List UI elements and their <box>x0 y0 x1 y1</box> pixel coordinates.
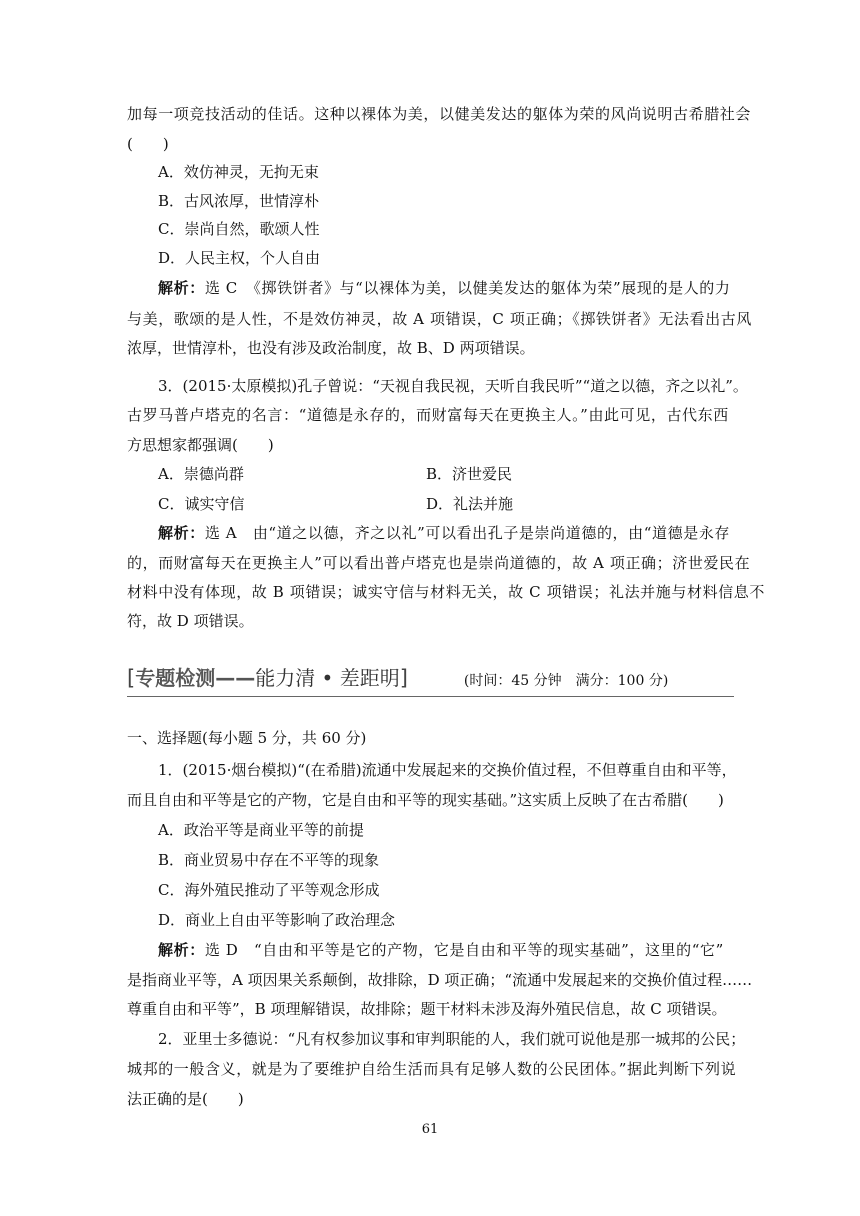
section-header <box>127 662 668 691</box>
option-a: A．崇德尚群 <box>158 465 244 483</box>
option-c: C．海外殖民推动了平等观念形成 <box>158 881 380 899</box>
option-b: B．济世爱民 <box>426 465 513 483</box>
option-b: B．商业贸易中存在不平等的现象 <box>158 851 380 869</box>
option-d: D．商业上自由平等影响了政治理念 <box>158 911 396 929</box>
option-c: C．崇尚自然，歌颂人性 <box>158 220 320 238</box>
answer-blank: ( ) <box>127 135 169 153</box>
test-question-2-stem: 城邦的一般含义，就是为了要维护自给生活而具有足够人数的公民团体。”据此判断下列说 <box>127 1060 737 1078</box>
time-info: (时间：45 分钟 满分：100 分) <box>463 673 669 689</box>
page-number: 61 <box>421 1122 439 1137</box>
question-3-stem: 古罗马普卢塔克的名言：“道德是永存的，而财富每天在更换主人。”由此可见，古代东西 <box>127 406 729 424</box>
analysis-line: 的，而财富每天在更换主人”可以看出普卢塔克也是崇尚道德的，故 A 项正确；济世爱民在 <box>127 554 751 572</box>
question-3-stem: 方思想家都强调( ) <box>127 436 274 454</box>
analysis-text: 选 D “自由和平等是它的产物，它是自由和平等的现实基础”，这里的“它” <box>204 941 724 959</box>
analysis-line: 与美，歌颂的是人性，不是效仿神灵，故 A 项错误，C 项正确；《掷铁饼者》无法看出古风 <box>127 310 752 328</box>
analysis-label: 解析： <box>158 279 205 297</box>
question-3-stem: 3．(2015·太原模拟)孔子曾说：“天视自我民视，天听自我民听”“道之以德，齐之以礼”。 <box>158 377 748 395</box>
analysis-line <box>158 523 730 543</box>
analysis-label: 解析： <box>158 941 205 959</box>
option-c: C．诚实守信 <box>158 495 245 513</box>
analysis-text: 选 C 《掷铁饼者》与“以裸体为美，以健美发达的躯体为荣”展现的是人的力 <box>204 279 731 297</box>
section-divider <box>127 696 734 697</box>
option-b: B．古风浓厚，世情淳朴 <box>158 192 320 210</box>
analysis-line <box>158 278 731 298</box>
option-d: D．人民主权，个人自由 <box>158 249 321 267</box>
section-title-rest: 能力清 • 差距明 <box>255 666 400 690</box>
analysis-line: 浓厚，世情淳朴，也没有涉及政治制度，故 B、D 两项错误。 <box>127 339 535 357</box>
part-heading: 一、选择题(每小题 5 分，共 60 分) <box>127 729 367 747</box>
test-question-2-stem: 法正确的是( ) <box>127 1090 244 1108</box>
option-a: A．效仿神灵，无拘无束 <box>158 163 319 181</box>
test-question-1-stem: 1．(2015·烟台模拟)“(在希腊)流通中发展起来的交换价值过程，不但尊重自由和平等， <box>158 761 737 779</box>
analysis-line <box>158 940 724 960</box>
analysis-text: 选 A 由“道之以德，齐之以礼”可以看出孔子是崇尚道德的，由“道德是永存 <box>204 524 731 542</box>
test-question-2-stem: 2．亚里士多德说：“凡有权参加议事和审判职能的人，我们就可说他是那一城邦的公民； <box>158 1030 746 1048</box>
analysis-label: 解析： <box>158 524 205 542</box>
analysis-line: 符，故 D 项错误。 <box>127 612 254 630</box>
bracket-right: ] <box>399 666 408 690</box>
question-2-stem: 加每一项竞技活动的佳话。这种以裸体为美，以健美发达的躯体为荣的风尚说明古希腊社会 <box>127 105 752 123</box>
bracket-left: [ <box>127 666 136 690</box>
analysis-line: 材料中没有体现，故 B 项错误；诚实守信与材料无关，故 C 项错误；礼法并施与材料信息不 <box>127 583 765 601</box>
option-d: D．礼法并施 <box>426 495 514 513</box>
test-question-1-stem: 而且自由和平等是它的产物，它是自由和平等的现实基础。”这实质上反映了在古希腊( ) <box>127 791 724 809</box>
option-a: A．政治平等是商业平等的前提 <box>158 821 364 839</box>
analysis-line: 尊重自由和平等”，B 项理解错误，故排除；题干材料未涉及海外殖民信息，故 C 项错误。 <box>127 1000 727 1018</box>
section-title-bold: 专题检测—— <box>135 666 256 690</box>
analysis-line: 是指商业平等，A 项因果关系颠倒，故排除，D 项正确；“流通中发展起来的交换价值过程…… <box>127 971 753 989</box>
